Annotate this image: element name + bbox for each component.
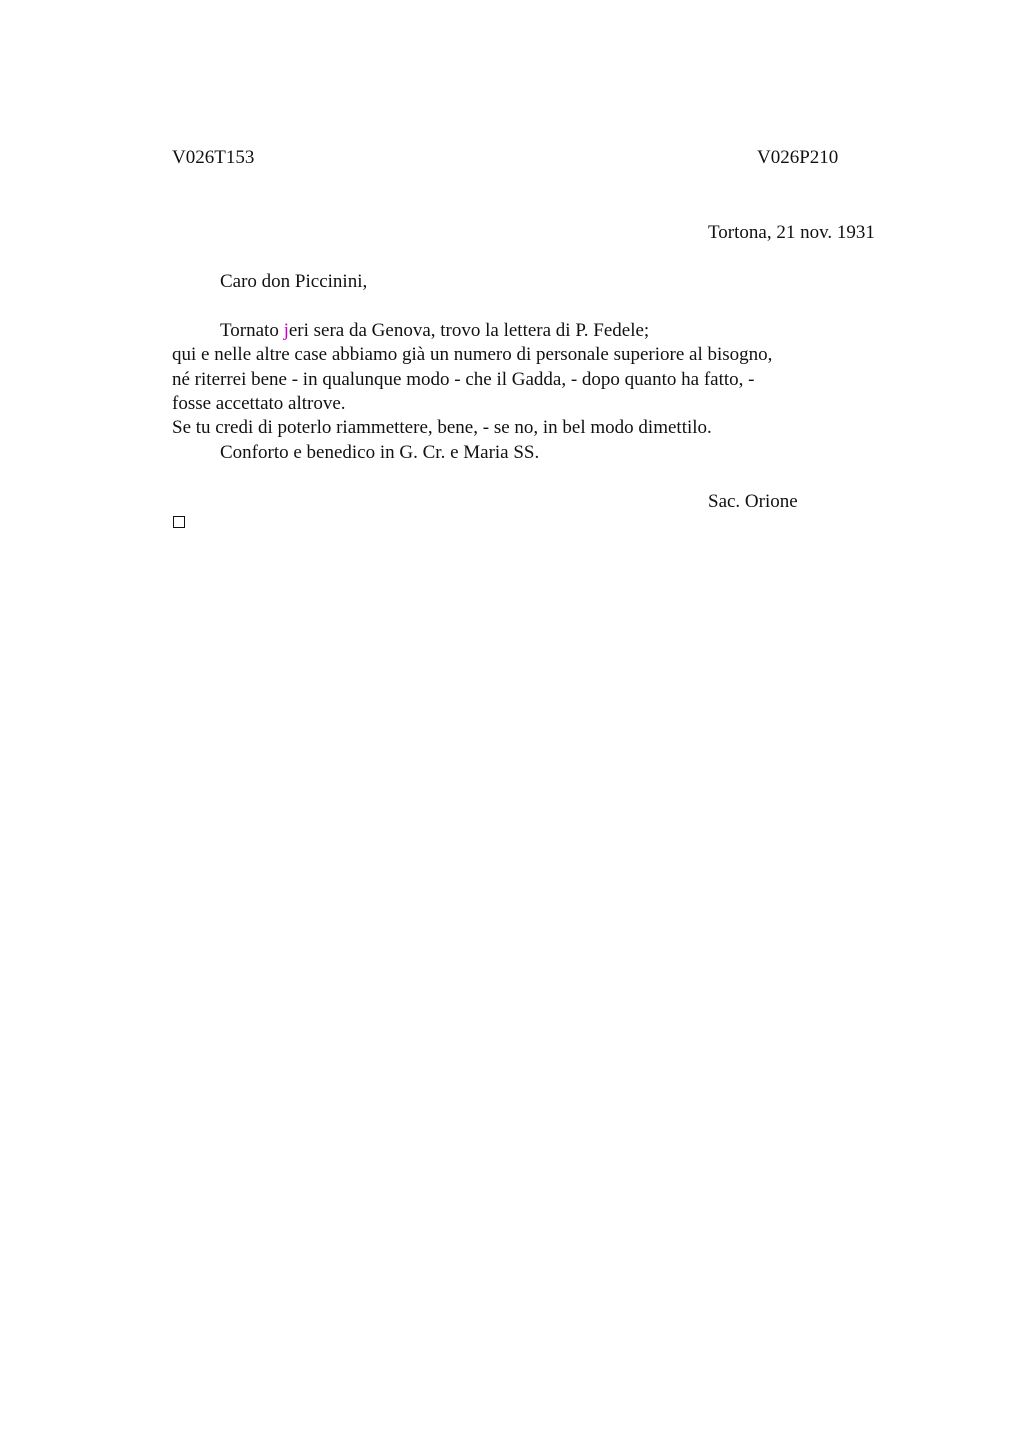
document-code-right: V026P210: [757, 147, 839, 168]
end-marker-box: [173, 516, 185, 528]
signature: Sac. Orione: [708, 491, 798, 512]
body-line-1: [220, 319, 649, 343]
salutation: Caro don Piccinini,: [220, 271, 368, 292]
highlighted-letter: j: [283, 320, 289, 341]
body-line-3: né riterrei bene - in qualunque modo - che il Gadda, - dopo quanto ha fatto, -: [172, 369, 755, 390]
closing-line: Conforto e benedico in G. Cr. e Maria SS.: [220, 442, 540, 463]
body-line-4: fosse accettato altrove.: [172, 393, 346, 414]
place-date: Tortona, 21 nov. 1931: [708, 222, 875, 243]
body-line-2: qui e nelle altre case abbiamo già un numero di personale superiore al bisogno,: [172, 344, 773, 365]
body-line-5: Se tu credi di poterlo riammettere, bene, - se no, in bel modo dimettilo.: [172, 417, 712, 438]
body-line-1-start: Tornato: [220, 320, 284, 341]
document-code-left: V026T153: [172, 147, 255, 168]
body-line-1-end: eri sera da Genova, trovo la lettera di P. Fedele;: [288, 320, 650, 341]
